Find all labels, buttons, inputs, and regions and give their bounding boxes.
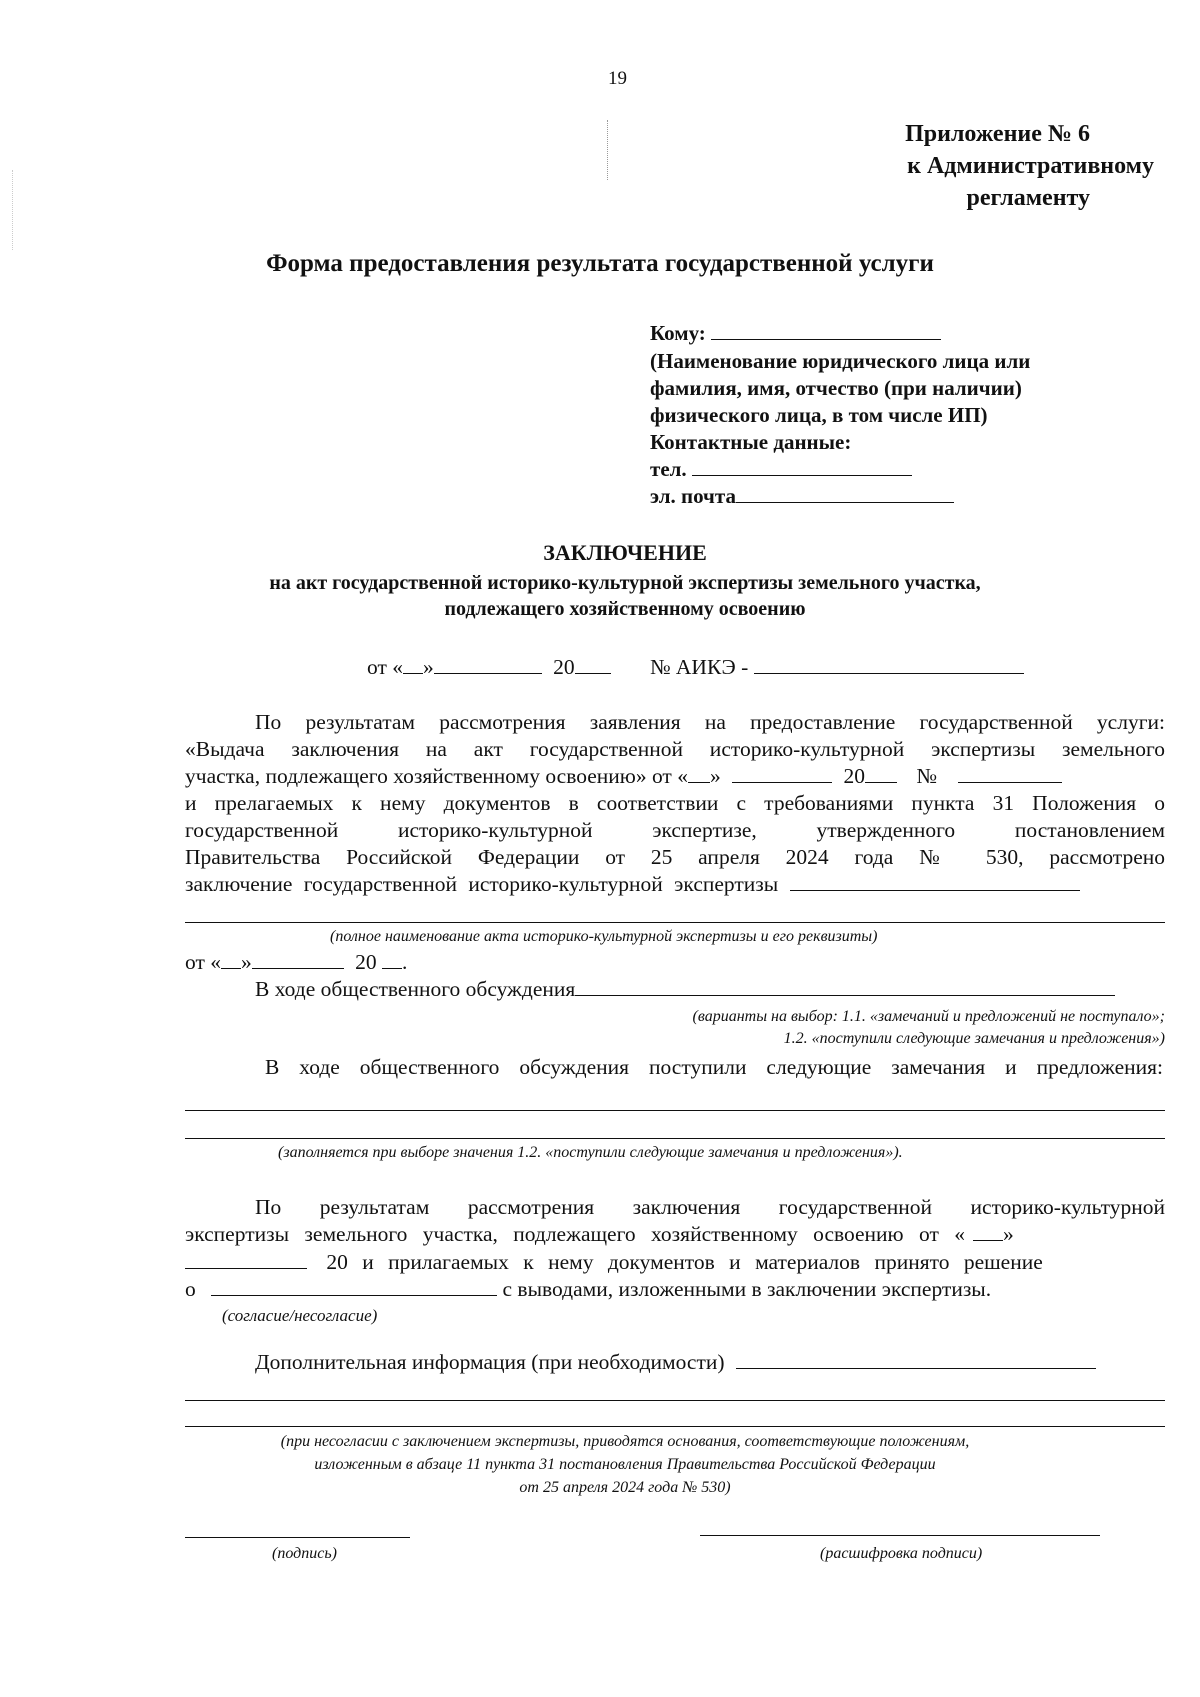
p1-line-6: Правительства Российской Федерации от 25 апреля 2024 года № 530, рассмотрено <box>185 845 1165 869</box>
discussion-hint-1: (варианты на выбор: 1.1. «замечаний и предложений не поступало»; <box>692 1008 1165 1025</box>
email-field[interactable] <box>736 484 954 503</box>
signature-decode-line[interactable] <box>700 1535 1100 1536</box>
concl-day-field[interactable] <box>973 1222 1003 1241</box>
act-year-field[interactable] <box>382 950 402 969</box>
app-number-field[interactable] <box>958 764 1062 783</box>
conclusion-heading: ЗАКЛЮЧЕНИЕ <box>543 540 707 565</box>
p1-line-4: и прелагаемых к нему документов в соответствии с требованиями пункта 31 Положения о <box>185 791 1165 815</box>
discussion-row: В ходе общественного обсуждения <box>255 977 1115 1002</box>
additional-line-2[interactable] <box>185 1426 1165 1427</box>
email-row <box>650 483 954 510</box>
discussion-line-2: В ходе общественного обсуждения поступили следующие замечания и предложения: <box>265 1055 1163 1079</box>
concl-month-field[interactable] <box>185 1250 307 1269</box>
act-name-hint: (полное наименование акта историко-культурной экспертизы и его реквизиты) <box>330 928 878 945</box>
conclusion-subtitle-1: на акт государственной историко-культурной экспертизы земельного участка, <box>269 572 981 594</box>
date-year-field[interactable] <box>575 655 611 674</box>
p2-line-3: 20 и прилагаемых к нему документов и материалов принято решение <box>185 1250 1043 1275</box>
form-title: Форма предоставления результата государственной услуги <box>266 250 934 277</box>
appendix-line-1: Приложение № 6 <box>905 121 1090 147</box>
p2-line-4: о с выводами, изложенными в заключении экспертизы. <box>185 1277 992 1301</box>
discussion-field[interactable] <box>575 977 1115 996</box>
phone-row <box>650 456 912 483</box>
decision-field[interactable] <box>211 1277 497 1296</box>
signature-line[interactable] <box>185 1537 410 1538</box>
additional-row: Дополнительная информация (при необходимости) <box>255 1350 1096 1375</box>
appendix-line-2: к Административному <box>907 153 1154 179</box>
p1-line-7: заключение государственной историко-культурной экспертизы <box>185 872 1080 897</box>
act-date-row: от « » 20 . <box>185 950 408 974</box>
phone-label: тел. <box>650 457 687 481</box>
additional-hint-1: (при несогласии с заключением экспертизы, приводятся основания, соответствующие положениям, <box>280 1433 970 1450</box>
p1-line-1: По результатам рассмотрения заявления на предоставление государственной услуги: <box>255 710 1165 734</box>
recipient-to <box>650 320 941 347</box>
app-day-field[interactable] <box>688 764 710 783</box>
act-name-line[interactable] <box>185 922 1165 923</box>
p1-line-2: «Выдача заключения на акт государственной историко-культурной экспертизы земельного <box>185 737 1165 761</box>
p2-line-1: По результатам рассмотрения заключения государственной историко-культурной <box>255 1195 1165 1219</box>
signature-label: (подпись) <box>272 1545 337 1562</box>
recipient-hint-3: физического лица, в том числе ИП) <box>650 403 988 427</box>
remarks-line-2[interactable] <box>185 1138 1165 1139</box>
act-month-field[interactable] <box>252 950 344 969</box>
page-number: 19 <box>608 68 627 89</box>
decision-hint: (согласие/несогласие) <box>222 1306 378 1325</box>
appendix-line-3: регламенту <box>966 185 1090 211</box>
remarks-line-1[interactable] <box>185 1110 1165 1111</box>
p2-line-2: экспертизы земельного участка, подлежащего хозяйственному освоению от « » <box>185 1222 1014 1246</box>
remarks-hint: (заполняется при выборе значения 1.2. «поступили следующие замечания и предложения»). <box>278 1144 903 1161</box>
additional-hint-2: изложенным в абзаце 11 пункта 31 постановления Правительства Российской Федерации <box>314 1456 936 1473</box>
date-month-field[interactable] <box>434 655 542 674</box>
phone-field[interactable] <box>692 457 912 476</box>
signature-decode-label: (расшифровка подписи) <box>820 1545 983 1562</box>
to-label: Кому: <box>650 321 706 345</box>
number-field[interactable] <box>754 655 1024 674</box>
discussion-hint-2: 1.2. «поступили следующие замечания и предложения») <box>783 1030 1165 1047</box>
date-day-field[interactable] <box>403 655 423 674</box>
conclusion-subtitle-2: подлежащего хозяйственному освоению <box>444 598 806 620</box>
to-field[interactable] <box>711 321 941 340</box>
app-month-field[interactable] <box>732 764 832 783</box>
additional-field[interactable] <box>736 1350 1096 1369</box>
act-day-field[interactable] <box>221 950 241 969</box>
scan-artifact <box>607 120 608 180</box>
app-year-field[interactable] <box>865 764 897 783</box>
p1-line-3: участка, подлежащего хозяйственному освоению» от « » 20 № <box>185 764 1062 789</box>
scan-artifact <box>12 170 13 250</box>
recipient-hint-1: (Наименование юридического лица или <box>650 349 1031 373</box>
number-label: № АИКЭ - <box>650 655 749 679</box>
email-label: эл. почта <box>650 484 736 508</box>
act-name-field[interactable] <box>790 872 1080 891</box>
recipient-hint-2: фамилия, имя, отчество (при наличии) <box>650 376 1022 400</box>
additional-line-1[interactable] <box>185 1400 1165 1401</box>
conclusion-date-row: от « » 20 № АИКЭ - <box>367 655 1024 680</box>
p1-line-5: государственной историко-культурной экспертизе, утвержденного постановлением <box>185 818 1165 842</box>
additional-hint-3: от 25 апреля 2024 года № 530) <box>519 1479 731 1496</box>
contacts-label: Контактные данные: <box>650 430 852 454</box>
